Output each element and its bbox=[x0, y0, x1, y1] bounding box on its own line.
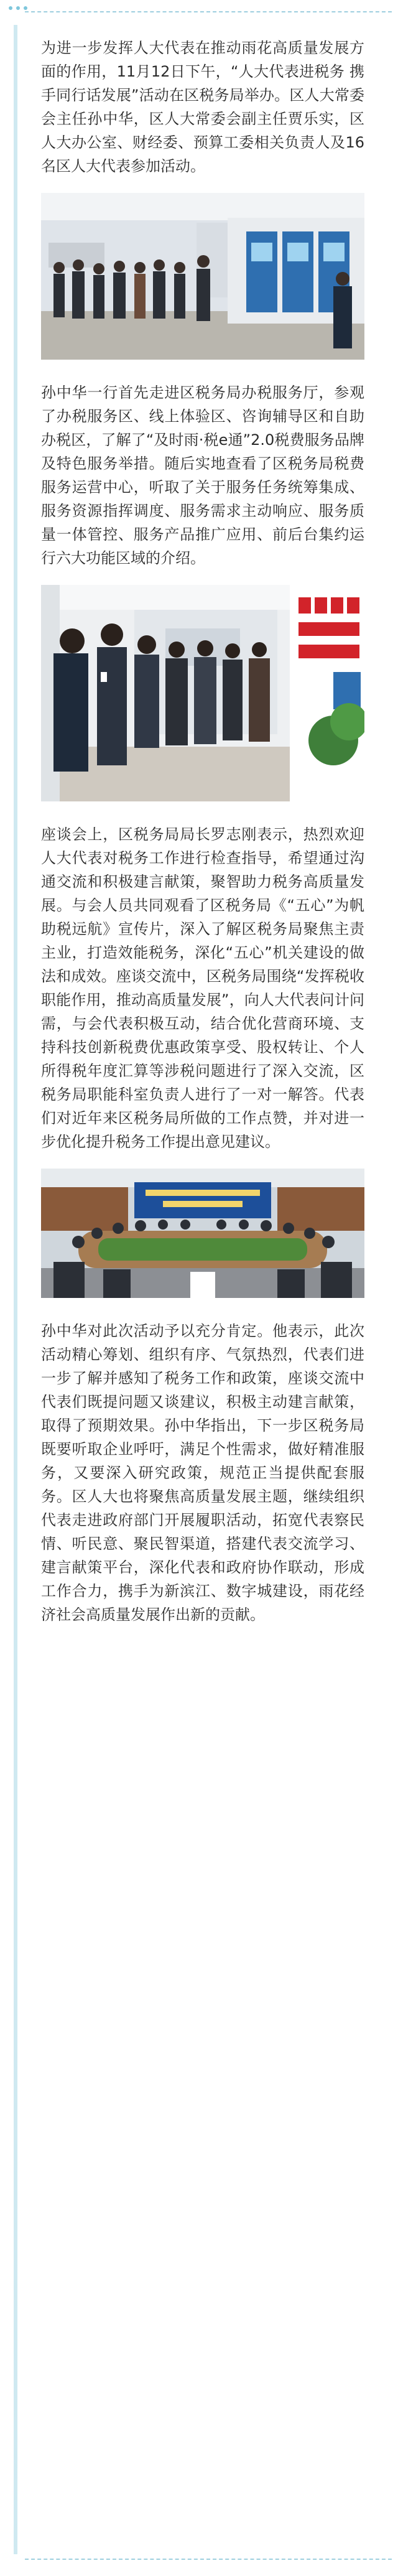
top-dashed-border bbox=[25, 11, 392, 16]
bottom-dashed-border bbox=[25, 2559, 392, 2564]
photo-service-hall bbox=[41, 193, 364, 360]
photo-symposium bbox=[41, 1169, 364, 1298]
paragraph-symposium: 座谈会上，区税务局局长罗志刚表示，热烈欢迎人大代表对税务工作进行检查指导，希望通过沟通交流和积极建言献策，聚智助力税务高质量发展。与会人员共同观看了区税务局《“五心”为帆 助税远航》宣传片，深入了解区税务局聚焦主责主业，打造效能税务，深化“五心”机关建设的做法和成效。座谈交流中，区税务局围绕“发挥税收职能作用，推动高质量发展”，向人大代表问计问需，与会代表积极互动，结合优化营商环境、支持科技创新税费优惠政策享受、股权转让、个人所得税年度汇算等涉税问题进行了深入交流，区税务局职能科室负责人进行了一对一解答。代表们对近年来区税务局所做的工作点赞，并对进一步优化提升税务工作提出意见建议。 bbox=[41, 826, 364, 1150]
left-decorative-rail bbox=[14, 25, 17, 2554]
photo-operation-center bbox=[41, 585, 364, 801]
paragraph-intro: 为进一步发挥人大代表在推动雨花高质量发展方面的作用，11月12日下午，“人大代表进税务 携手同行话发展”活动在区税务局举办。区人大常委会主任孙中华，区人大常委会副主任贾乐实，区人大办公室、财经委、预算工委相关负责人及16名区人大代表参加活动。 bbox=[41, 39, 364, 175]
decorative-dots bbox=[9, 6, 27, 11]
paragraph-hall-tour: 孙中华一行首先走进区税务局办税服务厅，参观了办税服务区、线上体验区、咨询辅导区和自助办税区，了解了“及时雨·税e通”2.0税费服务品牌及特色服务举措。随后实地查看了区税务局税费服务运营中心，听取了关于服务任务统筹集成、服务资源指挥调度、服务需求主动响应、服务质量一体管控、服务产品推广应用、前后台集约运行六大功能区域的介绍。 bbox=[41, 384, 364, 567]
article-body bbox=[41, 36, 364, 1626]
paragraph-conclusion: 孙中华对此次活动予以充分肯定。他表示，此次活动精心筹划、组织有序、气氛热烈，代表们进一步了解并感知了税务工作和政策，座谈交流中代表们既提问题又谈建议，积极主动建言献策，取得了预期效果。孙中华指出，下一步区税务局既要听取企业呼吁，满足个性需求，做好精准服务，又要深入研究政策，规范正当提供配套服务。区人大也将聚焦高质量发展主题，继续组织代表走进政府部门开展履职活动，拓宽代表察民情、听民意、聚民智渠道，搭建代表交流学习、建言献策平台，深化代表和政府协作联动，形成工作合力，携手为新滨江、数字城建设，雨花经济社会高质量发展作出新的贡献。 bbox=[41, 1322, 364, 1623]
